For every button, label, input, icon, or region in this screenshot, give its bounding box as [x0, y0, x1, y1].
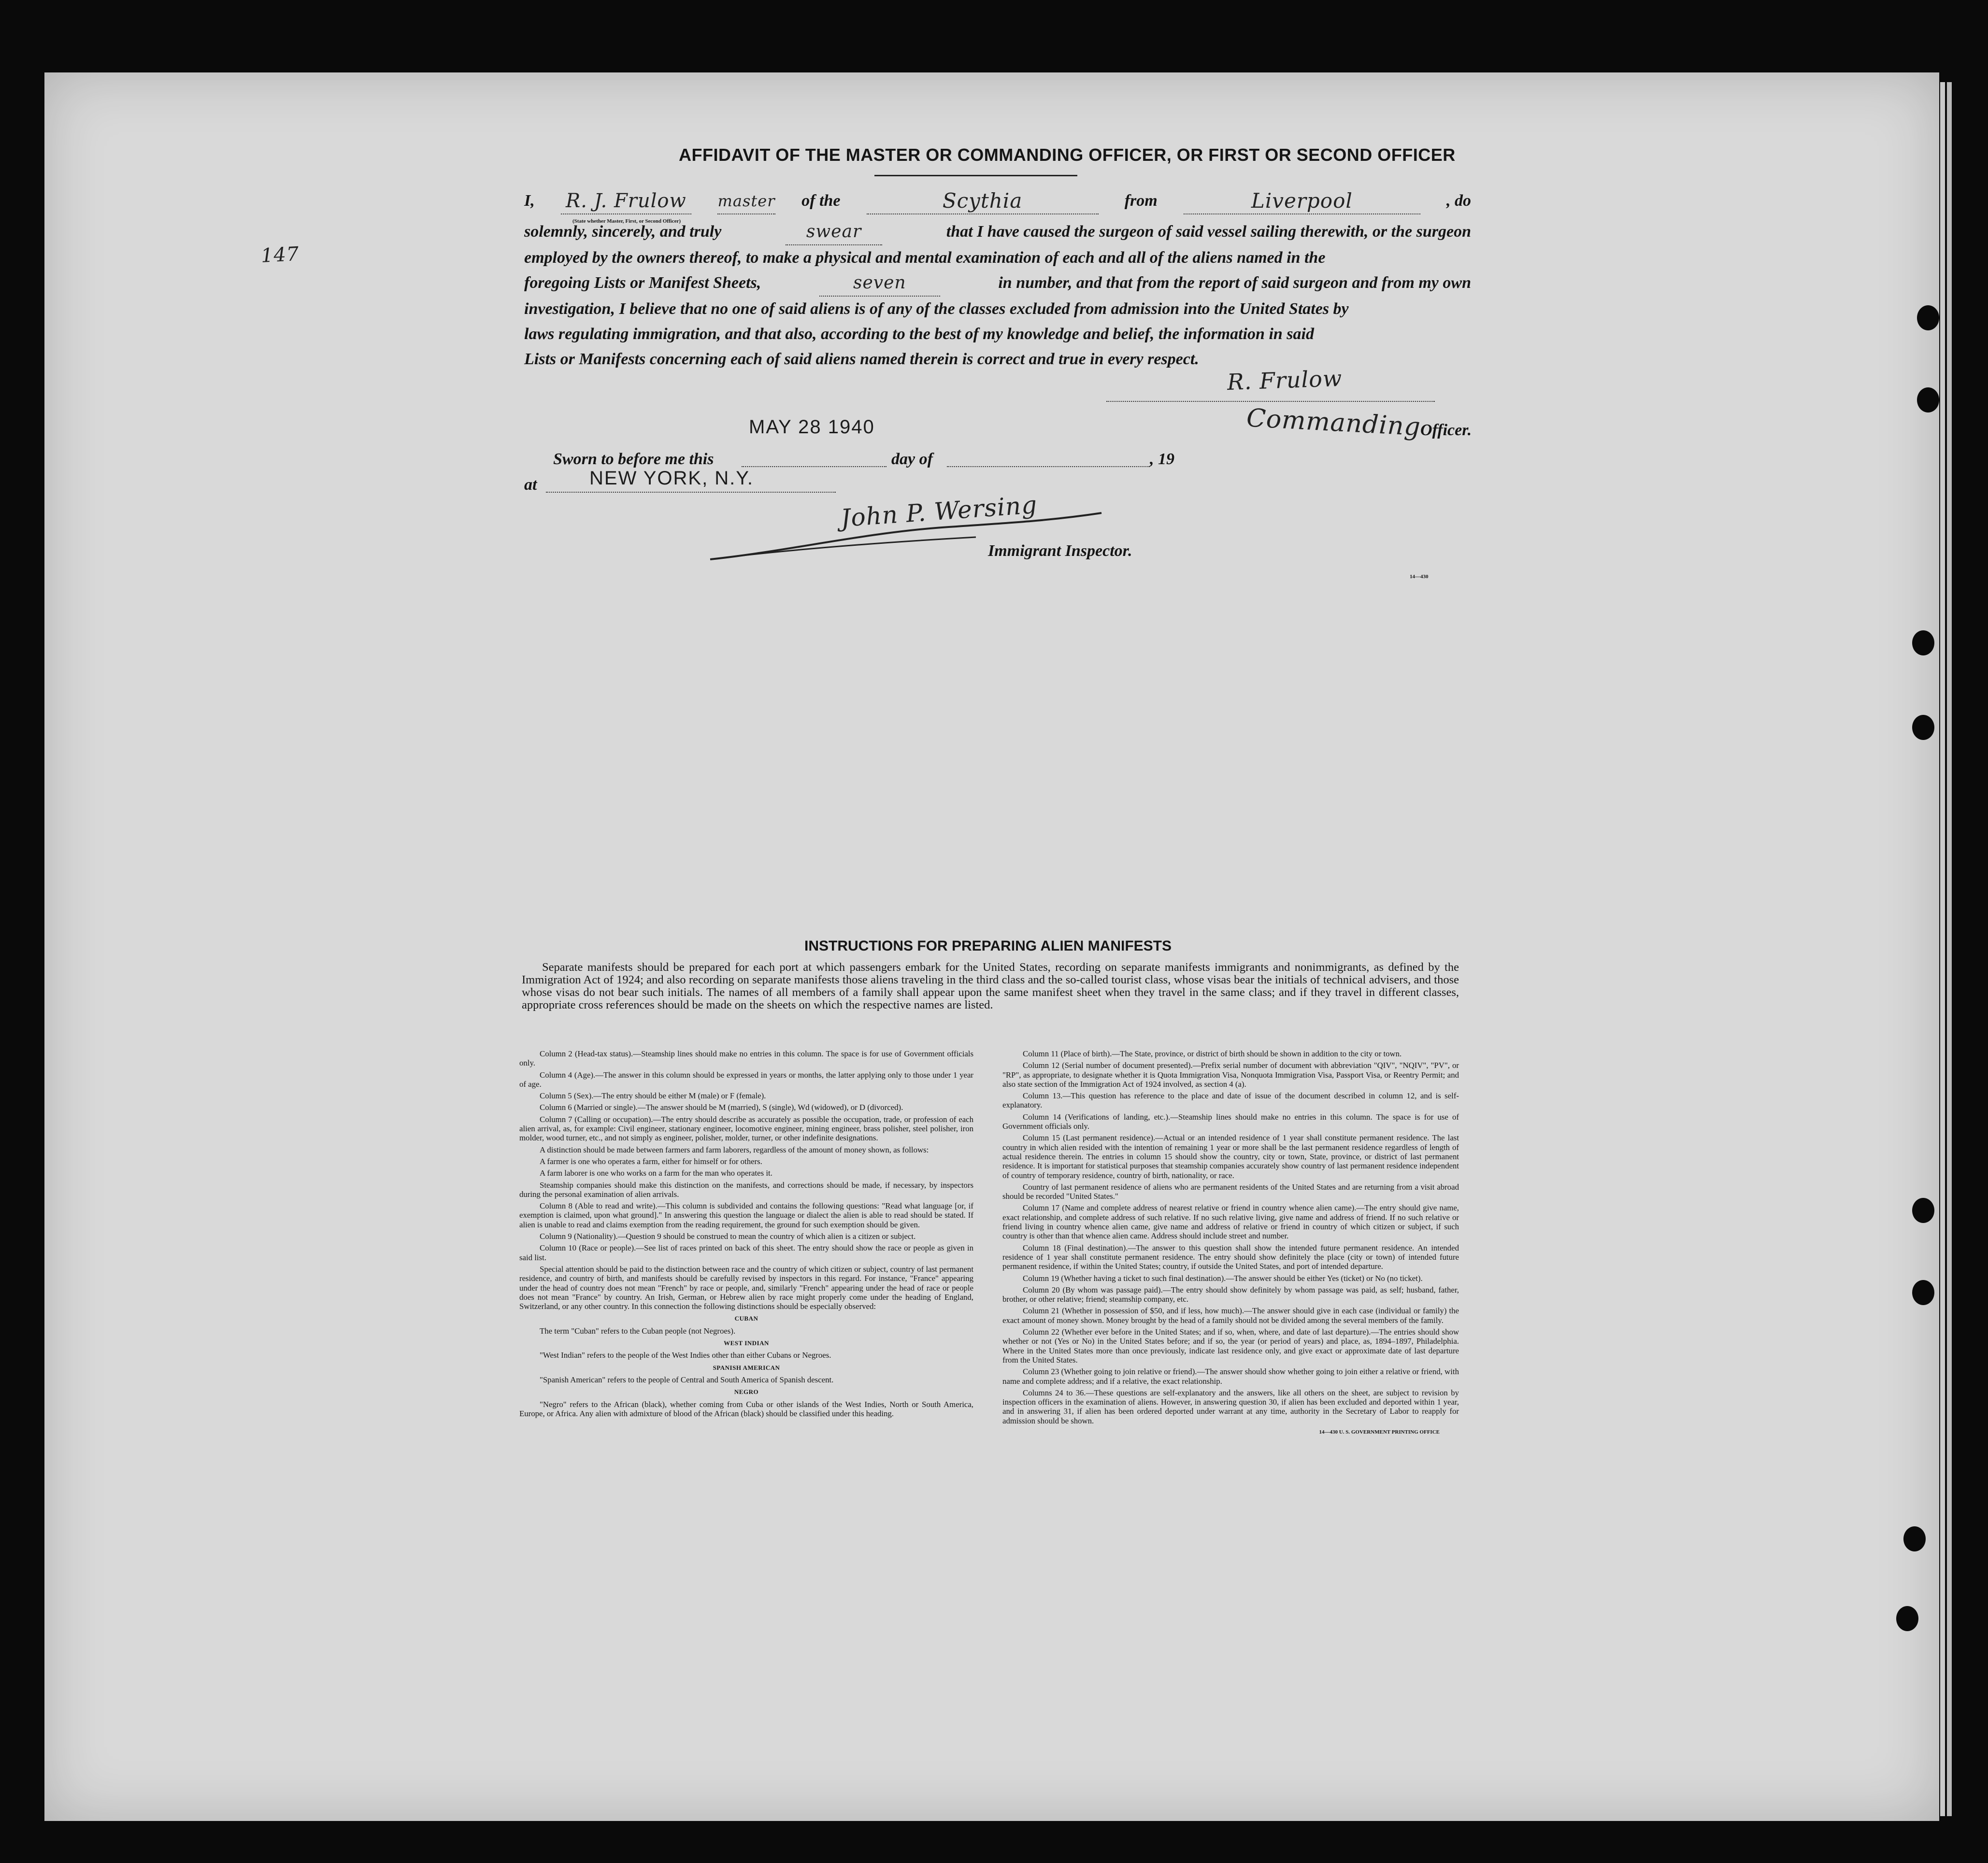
instruction-paragraph: "West Indian" refers to the people of the West Indies other than either Cubans or Negroes. — [540, 1351, 831, 1360]
instruction-paragraph: Column 8 (Able to read and write).—This column is subdivided and contains the following questions: "Read what language [or, if exemption is claimed, upon what ground]." In answering this question the language or dialect the alien is able to read should be stated. If alien is unable to read and claims exemption from the reading requirement, the ground for such exemption should be given. — [519, 1201, 973, 1229]
affidavit-line-6 — [524, 322, 1471, 347]
instruction-paragraph: Column 7 (Calling or occupation).—The entry should describe as accurately as possible the occupation, trade, or profession of each alien arrival, as, for example: Civil engineer, stationary engineer, locomotive engineer, mining engineer, brass polisher, steel polisher, iron molder, wood turner, etc., and not simply as engineer, polisher, molder, turner, or other indefinite designations. — [519, 1114, 973, 1143]
port-field: Liverpool — [1184, 188, 1420, 214]
form-number: 14—430 — [1410, 574, 1429, 580]
instruction-paragraph: Column 4 (Age).—The answer in this column should be expressed in years or months, the latter applying only to those under 1 year of age. — [519, 1070, 973, 1089]
swear-field: swear — [786, 219, 882, 245]
sworn-date-stamp: MAY 28 1940 — [749, 416, 875, 438]
instructions-intro — [522, 961, 1459, 1011]
heading-negro: NEGRO — [734, 1388, 759, 1396]
line4-end: in number, and that from the report of said surgeon and from my own — [998, 274, 1471, 292]
page-edge — [1940, 82, 1945, 1816]
instruction-paragraph: Column 11 (Place of birth).—The State, province, or district of birth should be shown in addition to the city or town. — [1023, 1049, 1402, 1058]
inspector-signature: John P. Wersing — [840, 490, 1038, 533]
sworn-month-line — [947, 466, 1150, 467]
affidavit-body — [524, 188, 1471, 372]
day-of-label: day of — [891, 450, 933, 468]
affidavit-line-4 — [524, 270, 1471, 297]
margin-note: 147 — [260, 242, 300, 268]
year-label: , 19 — [1150, 450, 1174, 468]
instruction-paragraph: Column 2 (Head-tax status).—Steamship lines should make no entries in this column. The space is for use of Government officials only. — [519, 1049, 973, 1068]
affidavit-line-3 — [524, 245, 1471, 270]
instruction-paragraph: A distinction should be made between farmers and farm laborers, regardless of the amount of money shown, as follows: — [540, 1145, 929, 1154]
instruction-paragraph: Column 17 (Name and complete address of nearest relative or friend in country whence alien came).—The entry should give name, exact relationship, and complete address of such relative. If no such relative living, give name and address of friend. If no such relative or friend living in country whence alien came, give name and address of relative or friend in country of which citizen or subject, if such country is other than that whence alien came. Address should include street and number. — [1002, 1203, 1459, 1241]
officer-name-field: R. J. Frulow — [561, 188, 691, 214]
ship-name-field: Scythia — [867, 188, 1099, 214]
heading-west-indian: WEST INDIAN — [724, 1339, 769, 1347]
instruction-paragraph: Columns 24 to 36.—These questions are self-explanatory and the answers, like all others on the sheet, are subject to revision by inspection officers in the examination of aliens. However, in answering question 30, if alien has been excluded and deported within 1 year, and in answering 31, if alien has been ordered deported under warrant at any time, authority in the Secretary of Labor to reapply for admission should be shown. — [1002, 1388, 1459, 1425]
punch-hole — [1912, 715, 1934, 740]
sheet-count-field: seven — [819, 270, 940, 297]
instruction-paragraph: The term "Cuban" refers to the Cuban people (not Negroes). — [540, 1326, 736, 1336]
sworn-label: Sworn to before me this — [553, 450, 714, 468]
line2-start: solemnly, sincerely, and truly — [524, 223, 722, 241]
instruction-paragraph: A farm laborer is one who works on a farm for the man who operates it. — [540, 1168, 772, 1178]
punch-hole — [1912, 630, 1934, 655]
instruction-paragraph: Column 15 (Last permanent residence).—Actual or an intended residence of 1 year shall constitute permanent residence. The last country in which alien resided with the intention of remaining 1 year or more shall be the last permanent residence regardless of length of actual residence therein. The entries in column 15 should show the country, city or town, State, province, or district of last permanent residence. It is important for statistical purposes that steamship companies accurately show country of last permanent residence independent of country of temporary residence, country of birth, nationality, or race. — [1002, 1133, 1459, 1180]
instruction-paragraph: Country of last permanent residence of aliens who are permanent residents of the United States and are returning from a visit abroad should be recorded "United States." — [1002, 1182, 1459, 1201]
inspector-label: Immigrant Inspector. — [988, 542, 1132, 560]
instruction-paragraph: Column 22 (Whether ever before in the United States; and if so, when, where, and date of last departure).—The entries should show whether or not (Yes or No) in the United States before; and if so, the year (or period of years) and place, as, 1894–1897, Philadelphia. Where in the United States more than once previously, indicate last residence only, and give exact or approximate date of last departure from the United States. — [1002, 1327, 1459, 1365]
heading-spanish-american: SPANISH AMERICAN — [713, 1364, 780, 1371]
punch-hole — [1917, 387, 1939, 412]
instructions-left-column — [519, 1049, 973, 1421]
instruction-paragraph: Column 14 (Verifications of landing, etc.).—Steamship lines should make no entries in this column. The space is for use of Government officials only. — [1002, 1112, 1459, 1131]
sworn-day-line — [742, 466, 887, 467]
punch-hole — [1917, 305, 1939, 330]
word-from: from — [1124, 192, 1158, 210]
instruction-paragraph: Column 21 (Whether in possession of $50, and if less, how much).—The answer should give in each case (individual or family) the exact amount of money shown. Money brought by the head of a family should not be divided among the several members of the family. — [1002, 1306, 1459, 1325]
line6-text: laws regulating immigration, and that also, according to the best of my knowledge and belief, the information in said — [524, 325, 1314, 343]
instruction-paragraph: Column 19 (Whether having a ticket to such final destination).—The answer should be either Yes (ticket) or No (no ticket). — [1023, 1273, 1423, 1283]
instruction-paragraph: Column 12 (Serial number of document presented).—Prefix serial number of document with abbreviation "QIV", "NQIV", "PV", or "RP", as appropriate, to designate whether it is Quota Immigration Visa, Nonquota Immigration Visa, Passport Visa, or Reentry Permit; and also state section of the Immigration Act of 1924 involved, as section 4 (a). — [1002, 1061, 1459, 1089]
line2-end: that I have caused the surgeon of said vessel sailing therewith, or the surgeon — [946, 223, 1471, 241]
signature-line — [1106, 401, 1435, 402]
instructions-right-column — [1002, 1049, 1459, 1439]
instruction-paragraph: Steamship companies should make this distinction on the manifests, and corrections should be made, if necessary, by inspectors during the personal examination of alien arrivals. — [519, 1180, 973, 1199]
instruction-paragraph: "Spanish American" refers to the people of Central and South America of Spanish descent. — [540, 1375, 834, 1384]
instruction-paragraph: Column 23 (Whether going to join relative or friend).—The answer should show whether going to join either a relative or friend, with name and complete address; and if a relative, the exact relationship. — [1002, 1367, 1459, 1386]
signer-title-handwritten: Commanding — [1245, 403, 1422, 442]
punch-hole — [1903, 1526, 1926, 1551]
line5-text: investigation, I believe that no one of said aliens is of any of the classes excluded from admission into the United States by — [524, 300, 1349, 318]
punch-hole — [1896, 1606, 1918, 1631]
officer-field-hint: (State whether Master, First, or Second Officer) — [572, 218, 681, 224]
line4-start: foregoing Lists or Manifest Sheets, — [524, 274, 761, 292]
instruction-paragraph: Column 10 (Race or people).—See list of races printed on back of this sheet. The entry should show the race or people as given in said list. — [519, 1243, 973, 1262]
officer-rank-field: master — [717, 188, 775, 214]
place-stamp: NEW YORK, N.Y. — [589, 468, 754, 489]
instructions-title: INSTRUCTIONS FOR PREPARING ALIEN MANIFESTS — [804, 938, 1172, 954]
master-signature: R. Frulow — [1227, 365, 1343, 396]
page-edge — [1947, 82, 1952, 1816]
instruction-paragraph: Column 13.—This question has reference to the place and date of issue of the document described in column 12, and is self-explanatory. — [1002, 1091, 1459, 1110]
instruction-paragraph: "Negro" refers to the African (black), whether coming from Cuba or other islands of the West Indies, North or South America, Europe, or Africa. Any alien with admixture of blood of the African (black) should be classified under this heading. — [519, 1399, 973, 1418]
instruction-paragraph: Column 6 (Married or single).—The answer should be M (married), S (single), Wd (widowed), or D (divorced). — [540, 1103, 903, 1112]
word-i: I, — [524, 192, 535, 210]
instruction-paragraph: A farmer is one who operates a farm, either for himself or for others. — [540, 1156, 762, 1166]
instruction-paragraph: Special attention should be paid to the distinction between race and the country of which citizen or subject, country of last permanent residence, and country of birth, and manifests should be carefully revised by inspectors in this regard. For instance, "France" appearing under the head of country does not mean "French" by race or people, and, similarly "French" appearing under the head of race or people does not mean "France" by country. An Irish, German, or Hebrew alien by race might properly come under the heading of England, Switzerland, or any other country. In this connection the following distinctions should be especially observed: — [519, 1264, 973, 1311]
instruction-paragraph: Column 9 (Nationality).—Question 9 should be construed to mean the country of which alien is a citizen or subject. — [540, 1232, 916, 1241]
word-of-the: of the — [801, 192, 841, 210]
punch-hole — [1912, 1280, 1934, 1305]
instruction-paragraph: Column 20 (By whom was passage paid).—The entry should show definitely by whom passage was paid, as self; husband, father, brother, or other relative; friend; steamship company, etc. — [1002, 1285, 1459, 1304]
instruction-paragraph: Column 5 (Sex).—The entry should be either M (male) or F (female). — [540, 1091, 766, 1101]
line7-text: Lists or Manifests concerning each of said aliens named therein is correct and true in every respect. — [524, 350, 1199, 368]
affidavit-title: AFFIDAVIT OF THE MASTER OR COMMANDING OFFICER, OR FIRST OR SECOND OFFICER — [679, 145, 1456, 165]
place-line — [546, 492, 836, 493]
heading-cuban: CUBAN — [734, 1315, 758, 1323]
punch-hole — [1912, 1198, 1934, 1223]
printing-office-footer: 14—430 U. S. GOVERNMENT PRINTING OFFICE — [1319, 1429, 1440, 1435]
word-do: , do — [1446, 192, 1471, 210]
instruction-paragraph: Column 18 (Final destination).—The answer to this question shall show the intended future permanent residence. An intended residence of 1 year shall constitute permanent residence. The entry should show definitely the place (city or town) of intended future permanent residence, if within the United States; country, if outside the United States, and port of intended departure. — [1002, 1243, 1459, 1271]
line3-text: employed by the owners thereof, to make a physical and mental examination of each and all of the aliens named in the — [524, 249, 1326, 267]
intro-text: Separate manifests should be prepared for each port at which passengers embark for the United States, recording on separate manifests immigrants and nonimmigrants, as defined by the Immigration Act of 1924; and also recording on separate manifests those aliens traveling in the third class and the so-called tourist class, whose visas bear the initials of technical advisers, and those whose visas do not bear such initials. The names of all members of a family shall appear upon the same manifest sheet when they travel in the same class; and if they travel in different classes, appropriate cross references should be made on the sheets on which the respective names are listed. — [522, 961, 1459, 1011]
title-rule — [874, 175, 1077, 176]
affidavit-line-5 — [524, 297, 1471, 322]
signer-title-suffix: Officer. — [1420, 421, 1472, 439]
at-label: at — [524, 476, 537, 494]
